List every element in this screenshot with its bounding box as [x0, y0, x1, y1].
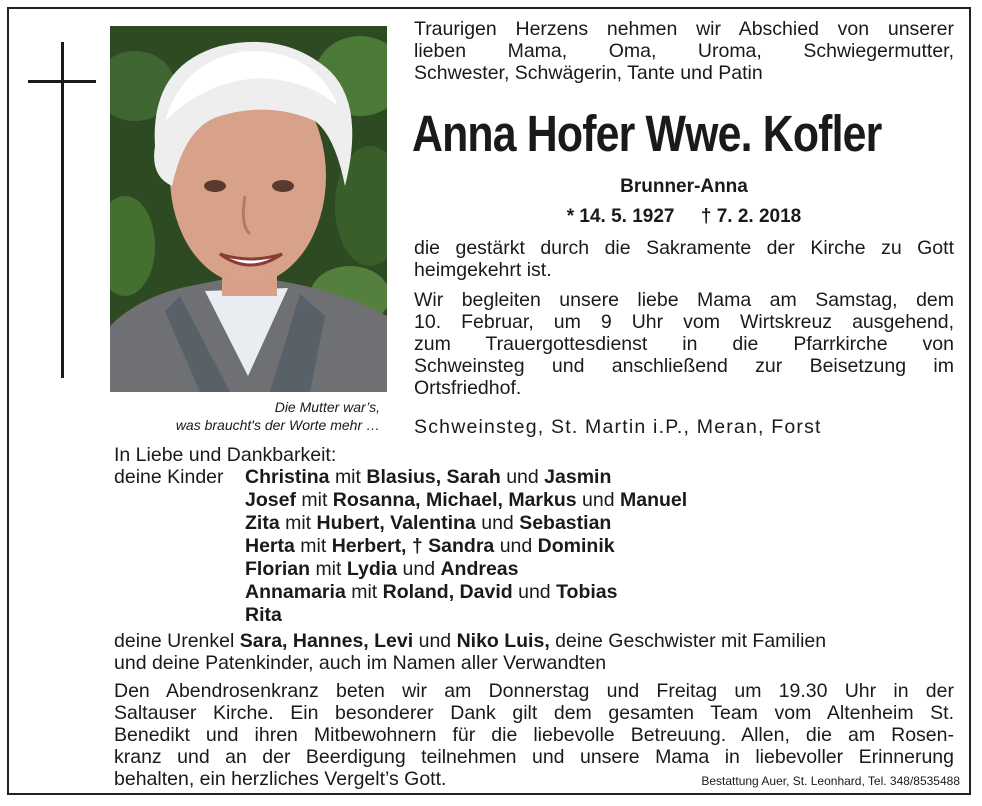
- paragraph-line: Benedikt und ihren Mitbewohnern für die liebevolle Betreuung. Allen, die am Rosen-: [114, 724, 954, 746]
- children-label: deine Kinder: [114, 466, 224, 488]
- deceased-name: Anna Hofer Wwe. Kofler: [412, 105, 882, 162]
- paragraph-line: Schweinsteg und anschließend zur Beisetzung im: [414, 355, 954, 377]
- intro-line: Traurigen Herzens nehmen wir Abschied von unserer: [414, 18, 954, 40]
- child-name: Rita: [245, 604, 282, 626]
- last-name: Sebastian: [519, 512, 612, 534]
- last-name: Dominik: [537, 535, 615, 557]
- child-name: Florian: [245, 558, 311, 580]
- photo-caption: [108, 398, 380, 434]
- gratitude-heading: In Liebe und Dankbarkeit:: [114, 444, 337, 466]
- und-word: und: [582, 489, 615, 511]
- last-name: Jasmin: [544, 466, 612, 488]
- child-row: [114, 535, 687, 558]
- und-word: und: [506, 466, 539, 488]
- paragraph-line: behalten, ein herzliches Vergelt’s Gott.: [114, 768, 447, 790]
- und-word: und: [402, 558, 436, 580]
- partner-names: Herbert, † Sandra: [331, 535, 495, 557]
- und-word: und: [418, 630, 452, 652]
- child-row: [114, 604, 687, 627]
- caption-line: was braucht's der Worte mehr …: [175, 417, 380, 433]
- intro-line: Schwester, Schwägerin, Tante und Patin: [414, 62, 763, 84]
- child-row: [114, 466, 687, 489]
- child-row: [114, 512, 687, 535]
- paragraph-line: heimgekehrt ist.: [414, 259, 552, 281]
- last-name: Andreas: [440, 558, 519, 580]
- paragraph-line: kranz und an der Beerdigung teilnehmen und unsere Mama in liebevoller Erinnerung: [114, 746, 954, 768]
- great-grandchildren: [114, 630, 954, 674]
- paragraph-line: zum Trauergottesdienst in die Pfarrkirche von: [414, 333, 954, 355]
- partner-names: Roland, David: [382, 581, 513, 603]
- paragraph-line: Ortsfriedhof.: [414, 377, 522, 399]
- nickname: Brunner-Anna: [620, 176, 748, 197]
- paragraph-line: Den Abendrosenkranz beten wir am Donnerstag und Freitag um 19.30 Uhr in der: [114, 680, 954, 702]
- mit-word: mit: [300, 535, 327, 557]
- mit-word: mit: [334, 466, 361, 488]
- child-name: Josef: [245, 489, 296, 511]
- paragraph-line: 10. Februar, um 9 Uhr vom Wirtskreuz ausgehend,: [414, 311, 954, 333]
- sacraments-paragraph: [414, 237, 954, 281]
- und-word: und: [518, 581, 551, 603]
- partner-names: Blasius, Sarah: [366, 466, 501, 488]
- funeral-paragraph: [414, 289, 954, 399]
- partner-names: Hubert, Valentina: [316, 512, 476, 534]
- urenkel-suffix: deine Geschwister mit Familien: [555, 630, 827, 652]
- cross-icon-bar: [28, 80, 96, 83]
- urenkel-prefix: deine Urenkel: [114, 630, 235, 652]
- child-row: [114, 489, 687, 512]
- partner-names: Rosanna, Michael, Markus: [332, 489, 577, 511]
- mit-word: mit: [315, 558, 342, 580]
- urenkel-names: Niko Luis,: [456, 630, 550, 652]
- paragraph-line: Saltauser Kirche. Ein besonderer Dank gilt dem gesamten Team vom Altenheim St.: [114, 702, 954, 724]
- child-name: Zita: [245, 512, 280, 534]
- last-name: Tobias: [556, 581, 618, 603]
- caption-line: Die Mutter war’s,: [274, 399, 380, 415]
- paragraph-line: Wir begleiten unsere liebe Mama am Samstag, dem: [414, 289, 954, 311]
- partner-names: Lydia: [346, 558, 398, 580]
- mit-word: mit: [301, 489, 328, 511]
- intro-line: lieben Mama, Oma, Uroma, Schwiegermutter,: [414, 40, 954, 62]
- urenkel-line: und deine Patenkinder, auch im Namen aller Verwandten: [114, 652, 607, 674]
- mit-word: mit: [285, 512, 312, 534]
- child-name: Herta: [245, 535, 295, 557]
- child-row: [114, 581, 687, 604]
- child-row: [114, 558, 687, 581]
- last-name: Manuel: [620, 489, 688, 511]
- urenkel-names: Sara, Hannes, Levi: [239, 630, 414, 652]
- places: Schweinsteg, St. Martin i.P., Meran, Forst: [414, 416, 822, 438]
- children-list: [114, 466, 687, 627]
- child-name: Christina: [245, 466, 330, 488]
- funeral-home-credit: Bestattung Auer, St. Leonhard, Tel. 348/8535488: [701, 774, 960, 788]
- mit-word: mit: [351, 581, 378, 603]
- life-dates: * 14. 5. 1927 † 7. 2. 2018: [566, 206, 802, 227]
- urenkel-line: [114, 630, 954, 652]
- portrait-photo: [110, 26, 387, 392]
- intro-text: [414, 18, 954, 84]
- cross-icon: [61, 42, 64, 378]
- und-word: und: [481, 512, 514, 534]
- und-word: und: [499, 535, 533, 557]
- child-name: Annamaria: [245, 581, 346, 603]
- paragraph-line: die gestärkt durch die Sakramente der Kirche zu Gott: [414, 237, 954, 259]
